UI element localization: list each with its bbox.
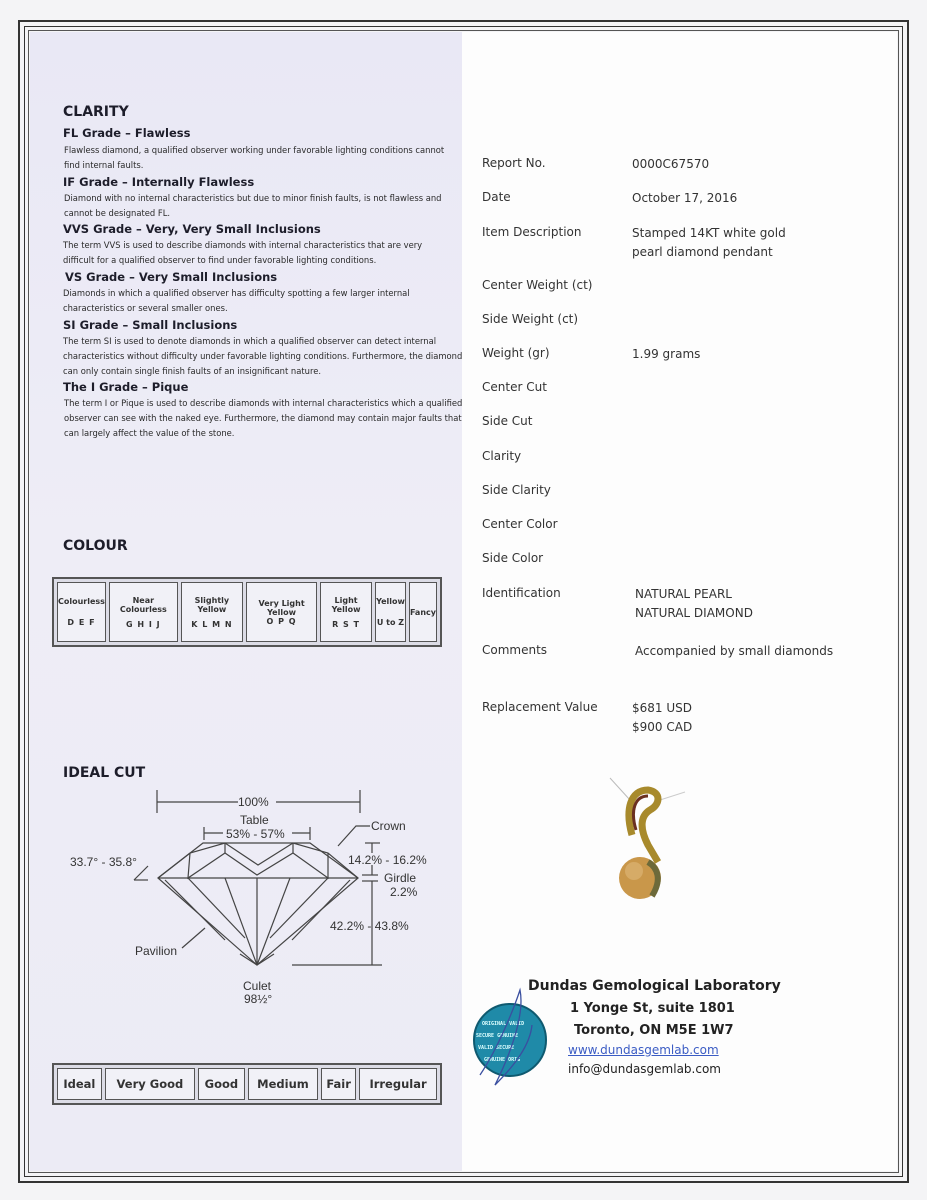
report-value bbox=[632, 155, 709, 174]
girdle-value-label: 2.2% bbox=[390, 885, 418, 899]
colour-cell: Near Colourless G H I J bbox=[109, 582, 178, 642]
grade-heading: VVS Grade – Very, Very Small Inclusions bbox=[63, 222, 321, 236]
report-value bbox=[632, 189, 737, 208]
grade-heading: The I Grade – Pique bbox=[63, 380, 189, 394]
lab-name: Dundas Gemological Laboratory bbox=[528, 978, 781, 994]
svg-text:SECURE GENUINE: SECURE GENUINE bbox=[476, 1033, 519, 1039]
colour-cell: Fancy bbox=[409, 582, 437, 642]
report-label: Center Color bbox=[482, 517, 558, 531]
report-label: Side Clarity bbox=[482, 483, 551, 497]
report-label: Comments bbox=[482, 643, 548, 657]
ideal-cut-diagram bbox=[60, 780, 440, 1010]
table-label: Table bbox=[240, 813, 269, 827]
report-label: Side Cut bbox=[482, 414, 533, 428]
svg-text:VALID SECURE: VALID SECURE bbox=[478, 1045, 515, 1051]
grade-text: The term VVS is used to describe diamonds with internal characteristics that are very difficult for a qualified observer to find under favorable lighting conditions. bbox=[63, 240, 423, 265]
report-value bbox=[635, 642, 833, 661]
pavilion-depth-label: 42.2% - 43.8% bbox=[330, 919, 409, 933]
culet-angle-label: 98½° bbox=[244, 992, 273, 1006]
cut-grade-cell: Medium bbox=[248, 1068, 318, 1100]
culet-label: Culet bbox=[243, 979, 272, 993]
report-value-line: 0000C67570 bbox=[632, 157, 710, 171]
report-label: Report No. bbox=[482, 156, 546, 170]
lab-address-line1: 1 Yonge St, suite 1801 bbox=[570, 1001, 735, 1016]
report-label: Clarity bbox=[482, 449, 522, 463]
grade-text: The term SI is used to denote diamonds in which a qualified observer can detect internal characteristics without difficulty under favorable lighting conditions. Furthermore, the diamond can only contain single finish faults of an insignificant nature. bbox=[63, 336, 463, 376]
report-label: Side Weight (ct) bbox=[482, 312, 579, 326]
grade-heading: IF Grade – Internally Flawless bbox=[63, 175, 255, 189]
report-label: Date bbox=[482, 190, 511, 204]
report-value bbox=[632, 699, 692, 737]
report-label: Side Color bbox=[482, 551, 544, 565]
cut-grade-cell: Good bbox=[198, 1068, 245, 1100]
report-value-line: 1.99 grams bbox=[632, 347, 701, 361]
lab-address-line2: Toronto, ON M5E 1W7 bbox=[574, 1023, 734, 1038]
pendant-photo bbox=[600, 770, 700, 900]
lab-website-link[interactable]: www.dundasgemlab.com bbox=[568, 1043, 719, 1057]
ideal-cut-title: IDEAL CUT bbox=[63, 765, 146, 781]
crown-height-label: 14.2% - 16.2% bbox=[348, 853, 427, 867]
report-value-line: $900 CAD bbox=[632, 720, 693, 734]
svg-text:GENUINE ORIG: GENUINE ORIG bbox=[484, 1057, 521, 1063]
report-value-line: Stamped 14KT white gold bbox=[632, 226, 786, 240]
report-value-line: October 17, 2016 bbox=[632, 191, 738, 205]
width-label: 100% bbox=[238, 795, 269, 809]
grade-heading: FL Grade – Flawless bbox=[63, 126, 191, 140]
report-value bbox=[635, 585, 753, 623]
grade-text: Diamond with no internal characteristics but due to minor finish faults, is not flawless and cannot be designated FL. bbox=[64, 193, 442, 218]
report-label: Center Weight (ct) bbox=[482, 278, 593, 292]
report-value bbox=[632, 345, 700, 364]
cut-grade-cell: Fair bbox=[321, 1068, 356, 1100]
report-label: Identification bbox=[482, 586, 561, 600]
lab-email: info@dundasgemlab.com bbox=[568, 1062, 721, 1076]
colour-cell: Very Light Yellow O P Q bbox=[246, 582, 317, 642]
colour-cell: Colourless D E F bbox=[57, 582, 106, 642]
cut-grade-cell: Very Good bbox=[105, 1068, 195, 1100]
girdle-label: Girdle bbox=[384, 871, 417, 885]
report-label: Center Cut bbox=[482, 380, 547, 394]
report-label: Replacement Value bbox=[482, 700, 598, 714]
report-label: Item Description bbox=[482, 225, 582, 239]
report-value-line: NATURAL DIAMOND bbox=[635, 606, 753, 620]
grade-text: Flawless diamond, a qualified observer working under favorable lighting conditions cannot find internal faults. bbox=[64, 145, 445, 170]
report-label: Weight (gr) bbox=[482, 346, 550, 360]
colour-cell: Yellow U to Z bbox=[375, 582, 406, 642]
colour-cell: Light Yellow R S T bbox=[320, 582, 372, 642]
cut-grade-cell: Irregular bbox=[359, 1068, 437, 1100]
cut-grade-cell: Ideal bbox=[57, 1068, 102, 1100]
clarity-title: CLARITY bbox=[63, 104, 129, 120]
grade-heading: SI Grade – Small Inclusions bbox=[63, 318, 238, 332]
crown-label: Crown bbox=[371, 819, 406, 833]
report-value-line: NATURAL PEARL bbox=[635, 587, 732, 601]
report-value-line: Accompanied by small diamonds bbox=[635, 644, 834, 658]
grade-heading: VS Grade – Very Small Inclusions bbox=[65, 270, 278, 284]
grade-text: The term I or Pique is used to describe diamonds with internal characteristics which a qualified observer can see with the naked eye. Furthermore, the diamond may contain major faults that can largely affect the value of the stone. bbox=[64, 398, 463, 438]
svg-text:ORIGINAL VALID: ORIGINAL VALID bbox=[482, 1021, 525, 1027]
colour-table bbox=[52, 577, 442, 647]
cut-grade-table bbox=[52, 1063, 442, 1105]
security-seal bbox=[470, 985, 555, 1095]
colour-cell: Slightly Yellow K L M N bbox=[181, 582, 243, 642]
pavilion-label: Pavilion bbox=[135, 944, 178, 958]
colour-title: COLOUR bbox=[63, 538, 128, 554]
report-value-line: pearl diamond pendant bbox=[632, 245, 773, 259]
report-value-line: $681 USD bbox=[632, 701, 692, 715]
report-value bbox=[632, 224, 786, 262]
grade-text: Diamonds in which a qualified observer has difficulty spotting a few larger internal characteristics or several smaller ones. bbox=[63, 288, 410, 313]
table-range-label: 53% - 57% bbox=[226, 827, 285, 841]
crown-angle-label: 33.7° - 35.8° bbox=[70, 855, 137, 869]
